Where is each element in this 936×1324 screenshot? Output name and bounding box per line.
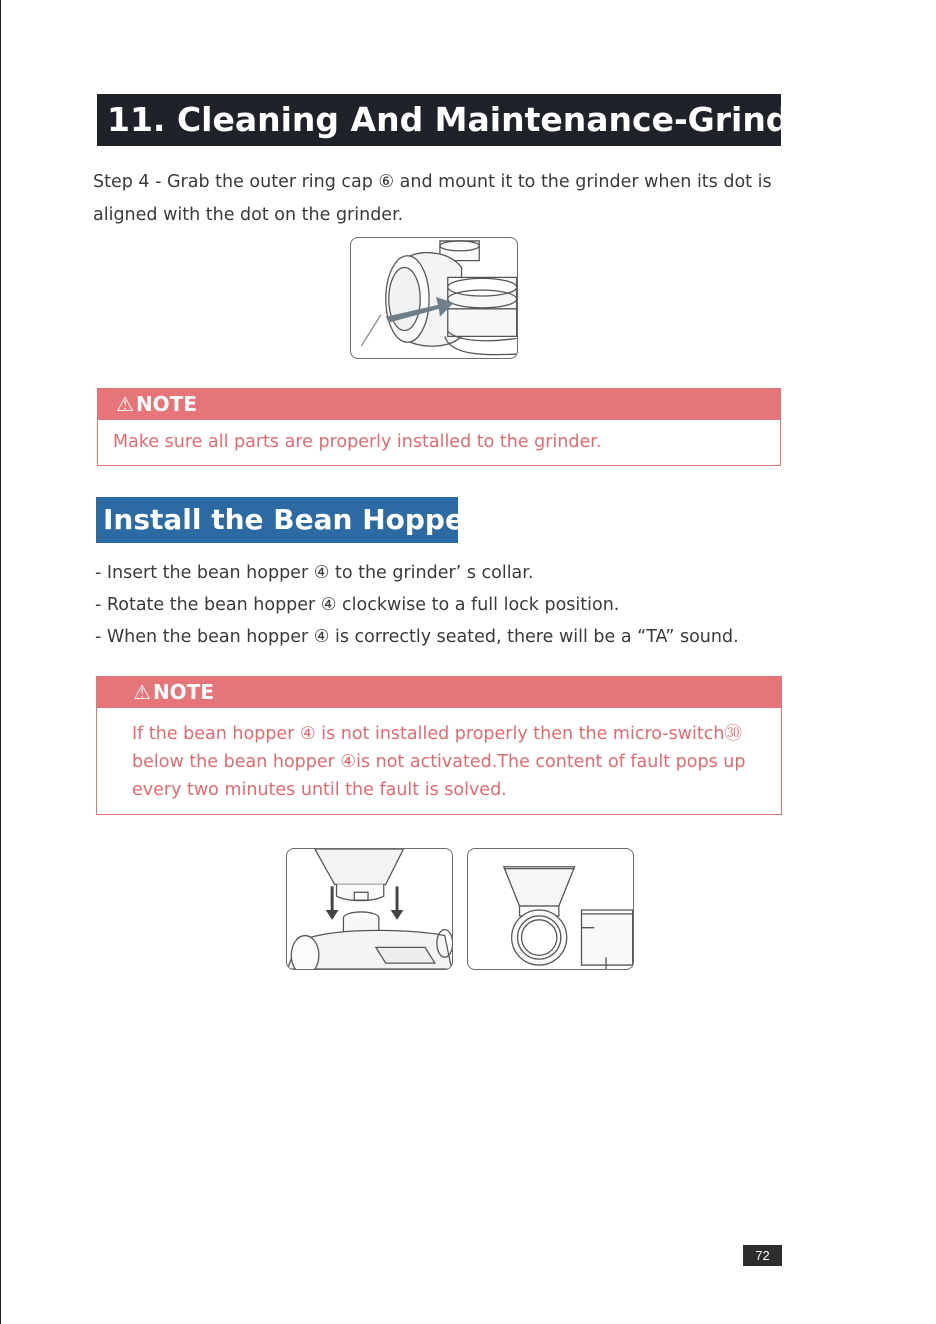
seated-hopper-drawing: [468, 849, 633, 969]
outer-ring-cap-drawing: [351, 238, 517, 358]
section-title: Install the Bean Hopper: [96, 497, 458, 543]
page-left-rule: [0, 0, 1, 1324]
outer-ring-cap-illustration: [350, 237, 518, 359]
step-4-text: Step 4 - Grab the outer ring cap ⑥ and mount it to the grinder when its dot is aligned with the dot on the grinder.: [93, 172, 772, 225]
seated-hopper-illustration: [467, 848, 634, 970]
instruction-insert: - Insert the bean hopper ④ to the grinder’ s collar.: [95, 563, 534, 583]
note-body: Make sure all parts are properly installed to the grinder.: [113, 432, 602, 452]
page-number: 72: [743, 1245, 782, 1266]
warning-triangle-icon: ⚠: [116, 392, 134, 416]
warning-triangle-icon: ⚠: [133, 680, 151, 704]
note-body: If the bean hopper ④ is not installed properly then the micro-switch㉚ below the bean hopper ④is not activated.The content of fault pops up every two minutes until the fault is solved.: [132, 724, 746, 800]
note-box-micro-switch: [96, 676, 782, 815]
note-box-installation: [97, 388, 781, 466]
insert-hopper-illustration: [286, 848, 453, 970]
insert-hopper-drawing: [287, 849, 452, 969]
page-title: 11. Cleaning And Maintenance-Grinder: [97, 94, 781, 146]
note-header: NOTE: [135, 392, 197, 416]
instruction-rotate: - Rotate the bean hopper ④ clockwise to a full lock position.: [95, 595, 620, 615]
instruction-seated: - When the bean hopper ④ is correctly seated, there will be a “TA” sound.: [95, 627, 739, 647]
note-header: NOTE: [152, 680, 214, 704]
